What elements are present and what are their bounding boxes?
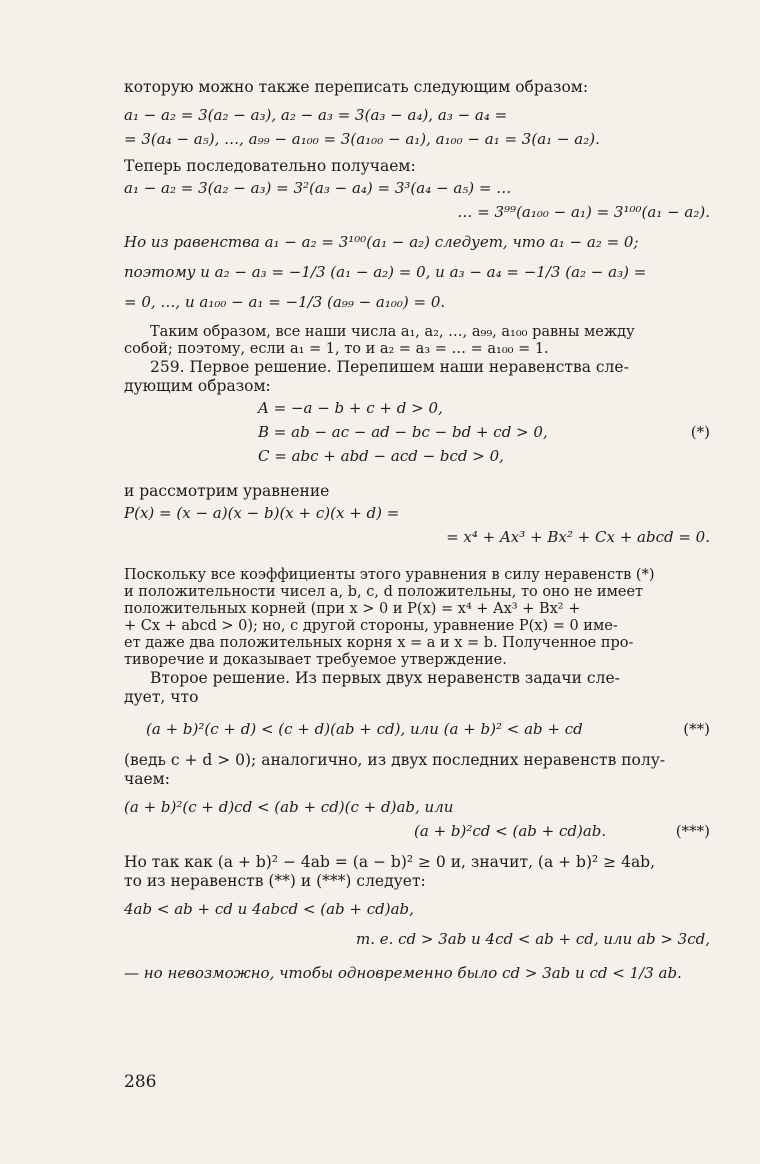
text-line: Теперь последовательно получаем: (124, 157, 416, 175)
section-heading: Второе решение. Из первых двух неравенств задачи сле- (150, 669, 620, 687)
equation-tag: (***) (675, 822, 710, 840)
text-line: то из неравенств (**) и (***) следует: (124, 872, 426, 890)
page-text (124, 78, 710, 985)
equation-tag: (**) (683, 720, 710, 738)
inequality-b: B = ab − ac − ad − bc − bd + cd > 0, (258, 423, 548, 441)
text-line: Но так как (a + b)² − 4ab = (a − b)² ≥ 0 и, значит, (a + b)² ≥ 4ab, (124, 853, 656, 871)
text-line: Поскольку все коэффициенты этого уравнения в силу неравенств (*) (124, 567, 655, 583)
formula-line: 4ab < ab + cd и 4abcd < (ab + cd)ab, (124, 900, 414, 918)
formula-line: = 3(a₄ − a₅), …, a₉₉ − a₁₀₀ = 3(a₁₀₀ − a₁), a₁₀₀ − a₁ = 3(a₁ − a₂). (124, 130, 600, 148)
formula-line: поэтому и a₂ − a₃ = −1/3 (a₁ − a₂) = 0, и a₃ − a₄ = −1/3 (a₂ − a₃) = (124, 263, 647, 281)
formula-line: a₁ − a₂ = 3(a₂ − a₃) = 3²(a₃ − a₄) = 3³(a₄ − a₅) = … (124, 179, 512, 197)
formula-line: = 0, …, и a₁₀₀ − a₁ = −1/3 (a₉₉ − a₁₀₀) = 0. (124, 293, 446, 311)
text-line: дующим образом: (124, 377, 271, 395)
formula-line: Но из равенства a₁ − a₂ = 3¹⁰⁰(a₁ − a₂) следует, что a₁ − a₂ = 0; (124, 233, 639, 251)
text-line: положительных корней (при x > 0 и P(x) = x⁴ + Ax³ + Bx² + (124, 601, 581, 617)
formula-line: (a + b)²(c + d) < (c + d)(ab + cd), или (a + b)² < ab + cd (146, 720, 583, 738)
text-line: которую можно также переписать следующим образом: (124, 78, 589, 96)
formula-line: = x⁴ + Ax³ + Bx² + Cx + abcd = 0. (446, 528, 710, 546)
text-line: (ведь c + d > 0); аналогично, из двух последних неравенств полу- (124, 751, 666, 769)
formula-line: P(x) = (x − a)(x − b)(x + c)(x + d) = (124, 504, 400, 522)
formula-line: — но невозможно, чтобы одновременно было cd > 3ab и cd < 1/3 ab. (124, 964, 682, 982)
text-line: и рассмотрим уравнение (124, 482, 330, 500)
equation-tag: (*) (690, 423, 710, 441)
formula-line: (a + b)²cd < (ab + cd)ab. (414, 822, 607, 840)
text-line: собой; поэтому, если a₁ = 1, то и a₂ = a₃ = … = a₁₀₀ = 1. (124, 341, 549, 357)
inequality-c: C = abc + abd − acd − bcd > 0, (258, 447, 504, 465)
text-line: + Cx + abcd > 0); но, с другой стороны, уравнение P(x) = 0 име- (124, 618, 618, 634)
formula-line: a₁ − a₂ = 3(a₂ − a₃), a₂ − a₃ = 3(a₃ − a₄), a₃ − a₄ = (124, 106, 508, 124)
text-line: тиворечие и доказывает требуемое утверждение. (124, 652, 507, 668)
formula-line: … = 3⁹⁹(a₁₀₀ − a₁) = 3¹⁰⁰(a₁ − a₂). (457, 203, 710, 221)
formula-line: (a + b)²(c + d)cd < (ab + cd)(c + d)ab, или (124, 798, 454, 816)
text-line: дует, что (124, 688, 199, 706)
section-heading: 259. Первое решение. Перепишем наши неравенства сле- (150, 358, 629, 376)
text-line: Таким образом, все наши числа a₁, a₂, …, a₉₉, a₁₀₀ равны между (150, 324, 635, 340)
text-line: чаем: (124, 770, 170, 788)
text-line: и положительности чисел a, b, c, d положительны, то оно не имеет (124, 584, 644, 600)
inequality-a: A = −a − b + c + d > 0, (258, 399, 443, 417)
formula-line: т. е. cd > 3ab и 4cd < ab + cd, или ab > 3cd, (355, 930, 710, 948)
page-number: 286 (124, 1072, 157, 1092)
text-line: ет даже два положительных корня x = a и x = b. Полученное про- (124, 635, 634, 651)
